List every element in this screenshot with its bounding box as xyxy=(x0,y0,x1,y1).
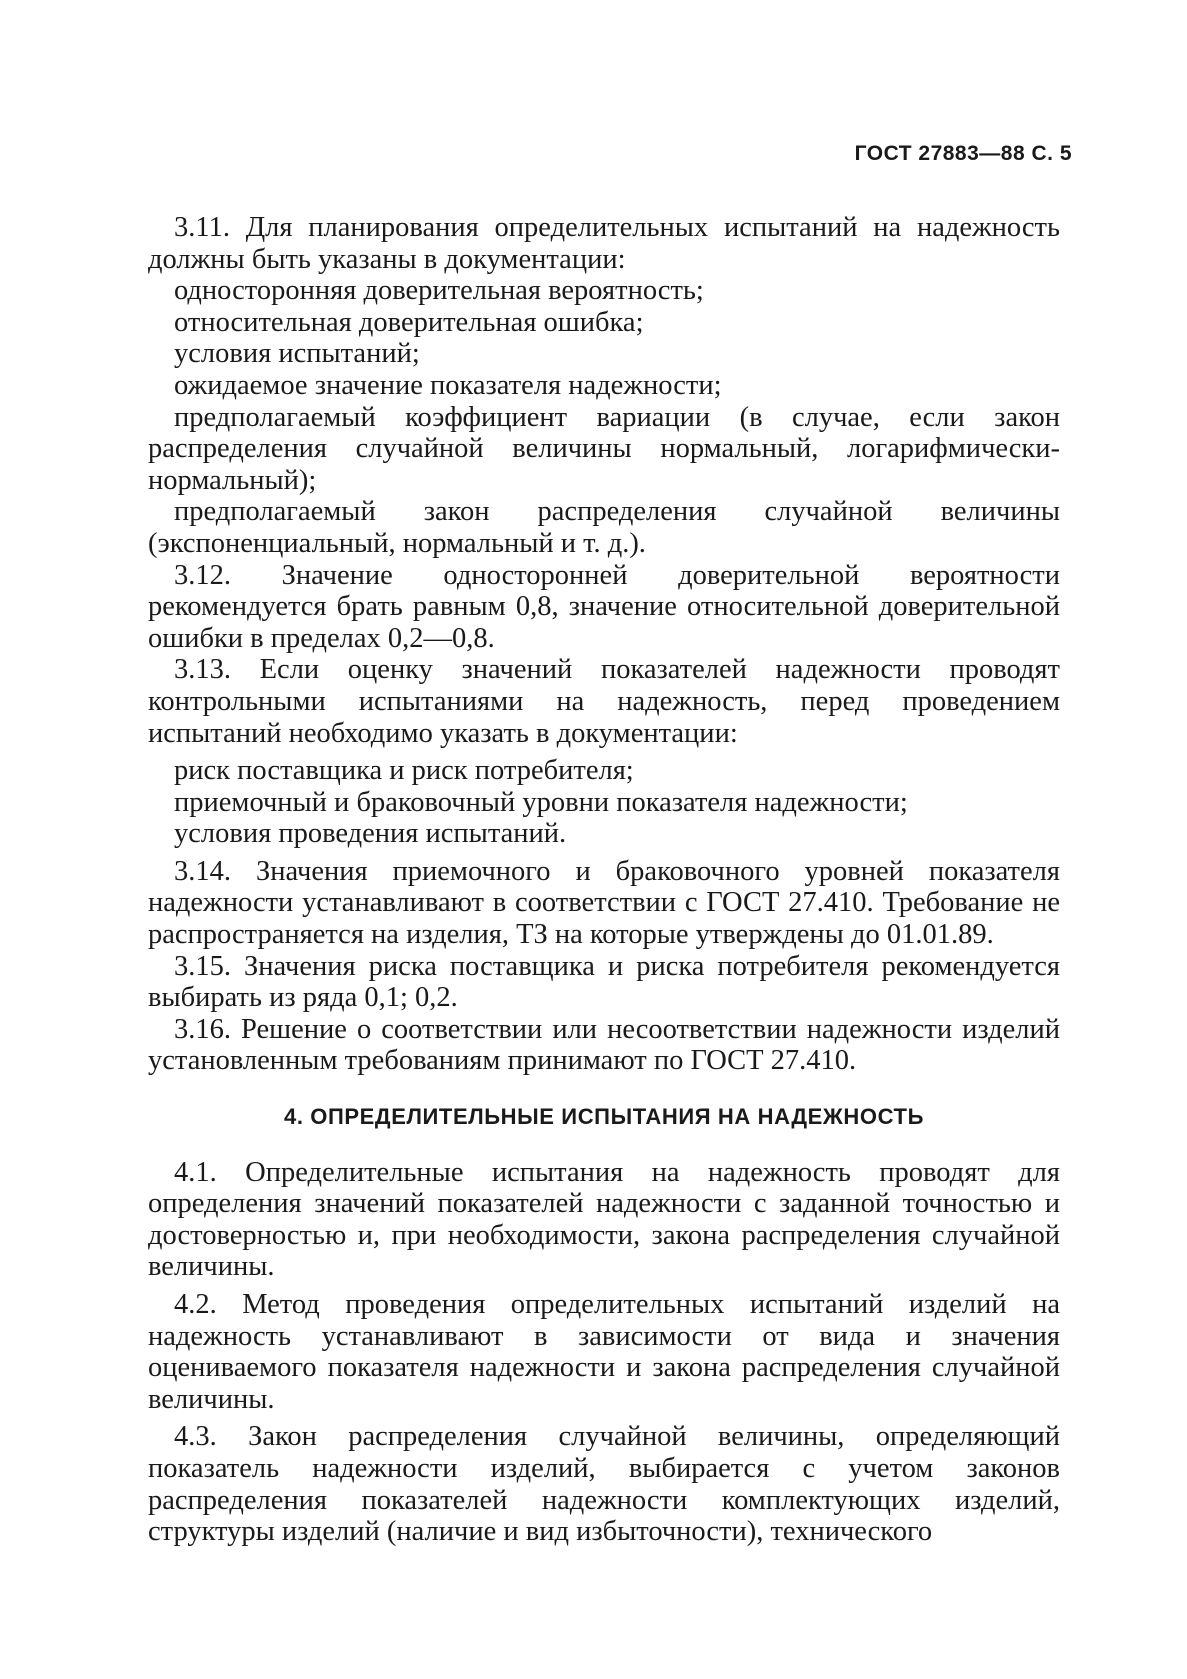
list-item: условия проведения испытаний. xyxy=(174,818,567,850)
paragraph-3-15: 3.15. Значения риска поставщика и риска потребителя рекомендуется выбирать из ряда 0,1; 0,2. xyxy=(148,950,1060,1014)
list-item: условия испытаний; xyxy=(174,338,420,370)
list-item: риск поставщика и риск потребителя; xyxy=(174,755,634,787)
page-header: ГОСТ 27883—88 С. 5 xyxy=(854,142,1072,165)
paragraph-3-12: 3.12. Значение односторонней доверительной вероятности рекомендуется брать равным 0,8, значение относительной доверительной ошибки в пределах 0,2—0,8. xyxy=(148,559,1060,654)
paragraph-3-14: 3.14. Значения приемочного и браковочного уровней показателя надежности устанавливают в соответствии с ГОСТ 27.410. Требование не распространяется на изделия, ТЗ на которые утверждены до 01.01.89. xyxy=(148,855,1060,951)
list-item: предполагаемый коэффициент вариации (в случае, если закон распределения случайной величины нормальный, логарифмически-нормальный); xyxy=(148,401,1060,496)
section-4-title: 4. ОПРЕДЕЛИТЕЛЬНЫЕ ИСПЫТАНИЯ НА НАДЕЖНОСТЬ xyxy=(283,1104,925,1130)
paragraph-3-11: 3.11. Для планирования определительных испытаний на надежность должны быть указаны в документации: xyxy=(148,212,1060,275)
list-item: предполагаемый закон распределения случайной величины (экспоненциальный, нормальный и т. д.). xyxy=(148,496,1060,559)
paragraph-4-1: 4.1. Определительные испытания на надежность проводят для определения значений показателей надежности с заданной точностью и достоверностью и, при необходимости, закона распределения случайной величины. xyxy=(148,1156,1060,1283)
paragraph-3-16: 3.16. Решение о соответствии или несоответствии надежности изделий установленным требованиям принимают по ГОСТ 27.410. xyxy=(148,1013,1060,1077)
list-item: относительная доверительная ошибка; xyxy=(174,306,644,338)
list-item: приемочный и браковочный уровни показателя надежности; xyxy=(174,786,908,818)
paragraph-4-3: 4.3. Закон распределения случайной величины, определяющий показатель надежности изделий, выбирается с учетом законов распределения показателей надежности комплектующих изделий, структуры изделий (наличие и вид избыточности), технического xyxy=(148,1421,1060,1548)
paragraph-3-13: 3.13. Если оценку значений показателей надежности проводят контрольными испытаниями на надежность, перед проведением испытаний необходимо указать в документации: xyxy=(148,654,1060,749)
paragraph-4-2: 4.2. Метод проведения определительных испытаний изделий на надежность устанавливают в зависимости от вида и значения оцениваемого показателя надежности и закона распределения случайной величины. xyxy=(148,1289,1060,1415)
list-item: односторонняя доверительная вероятность; xyxy=(174,275,704,307)
list-item: ожидаемое значение показателя надежности; xyxy=(174,369,722,401)
document-body xyxy=(148,212,1060,1548)
